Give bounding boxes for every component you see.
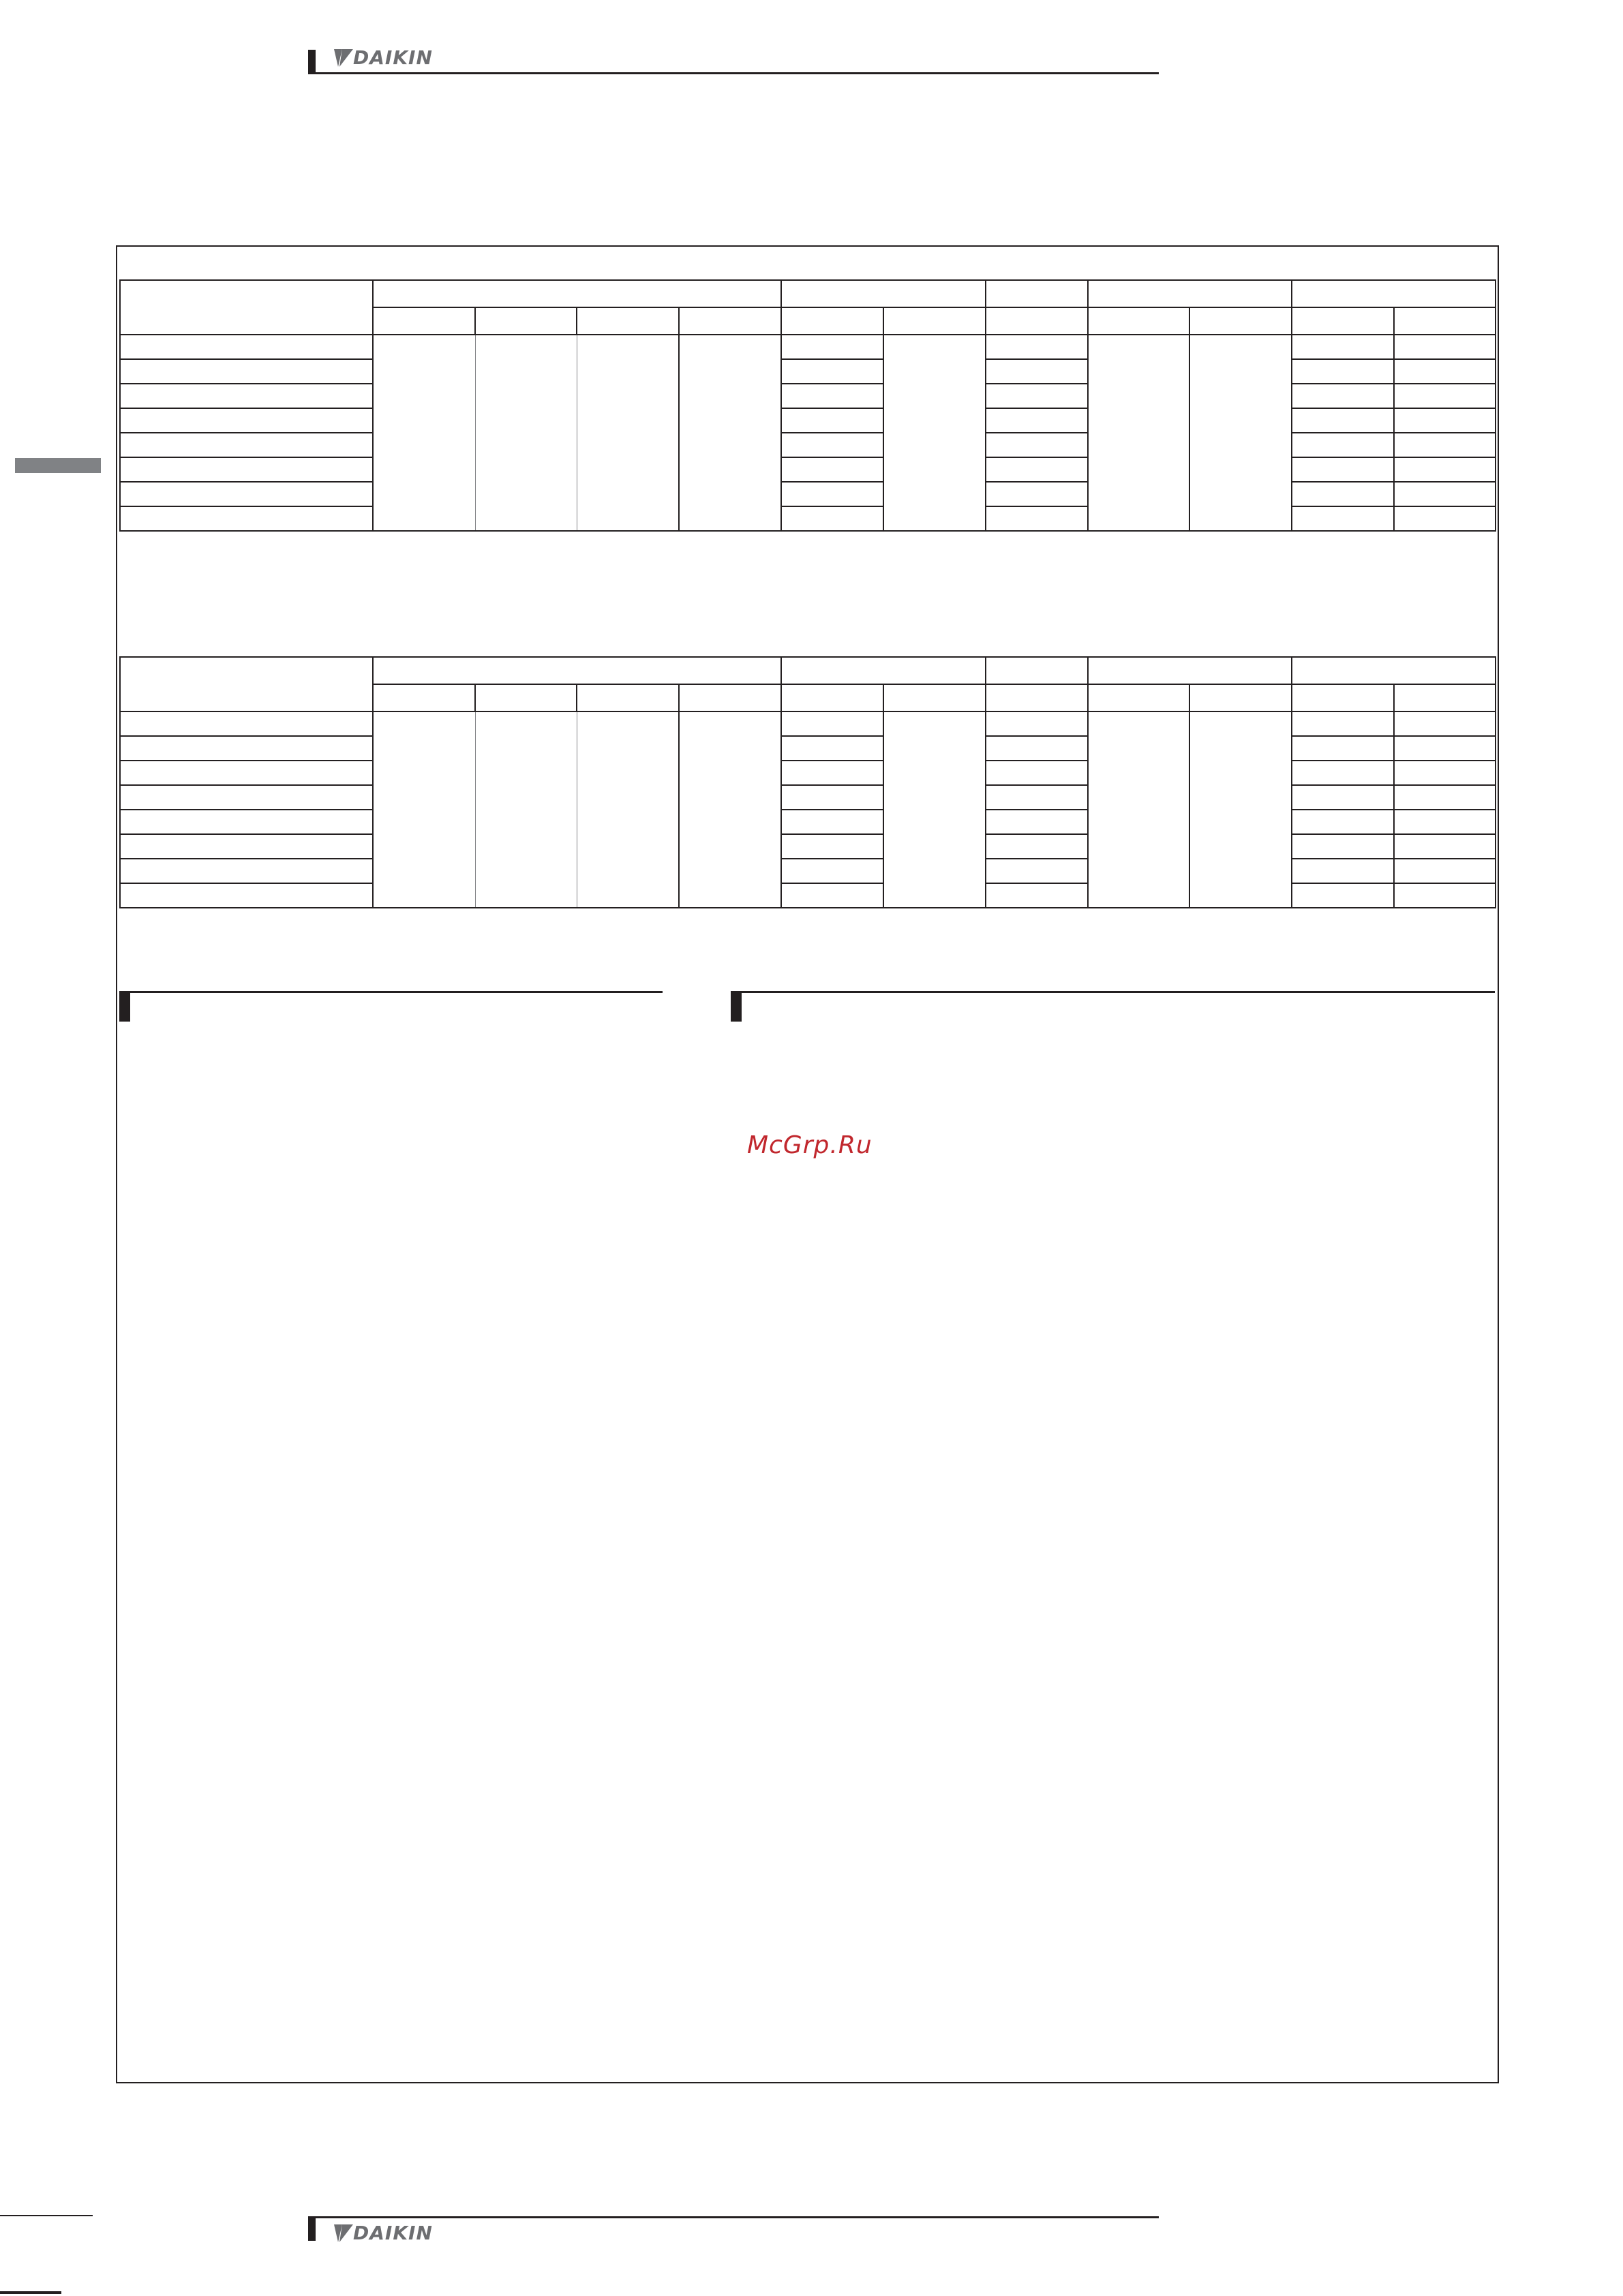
table-header-row (120, 657, 1496, 684)
table-subheader-cell (1088, 307, 1189, 335)
table-cell (1394, 457, 1496, 482)
table-merged-cell (1189, 711, 1292, 908)
table-row (120, 335, 1496, 359)
table-cell (781, 359, 883, 384)
table-merged-cell (373, 335, 475, 531)
table-cell (781, 335, 883, 359)
table-subheader-cell (577, 684, 679, 711)
table-merged-cell (475, 711, 577, 908)
table-merged-cell (679, 711, 781, 908)
page-edge-mark (0, 2291, 61, 2294)
table-header-cell (781, 280, 986, 307)
table-cell (781, 883, 883, 908)
table-subheader-cell (883, 684, 986, 711)
table-subheader-cell (1394, 307, 1496, 335)
table-cell (120, 859, 373, 883)
table-cell (120, 457, 373, 482)
spec-table-2 (119, 656, 1496, 908)
table-cell (781, 457, 883, 482)
table-cell (1394, 883, 1496, 908)
side-tab-marker (15, 458, 101, 473)
table-merged-cell (679, 335, 781, 531)
table-cell (781, 859, 883, 883)
table-cell (986, 384, 1088, 408)
table-merged-cell (1088, 335, 1189, 531)
table-row (120, 711, 1496, 736)
table-merged-cell (373, 711, 475, 908)
table-cell (1394, 785, 1496, 810)
table-cell (781, 736, 883, 761)
table-cell (1394, 859, 1496, 883)
table-cell (986, 834, 1088, 859)
table-cell (120, 736, 373, 761)
table-cell (120, 482, 373, 506)
table-header-cell (1292, 280, 1496, 307)
table-header-cell (1292, 657, 1496, 684)
table-header-cell (120, 280, 373, 335)
table-cell (1292, 810, 1394, 834)
table-cell (986, 761, 1088, 785)
table-subheader-cell (1088, 684, 1189, 711)
table-subheader-cell (373, 307, 475, 335)
table-cell (781, 834, 883, 859)
table-subheader-cell (781, 684, 883, 711)
table-cell (1292, 335, 1394, 359)
table-cell (1292, 859, 1394, 883)
table-merged-cell (577, 711, 679, 908)
table-subheader-cell (1189, 684, 1292, 711)
table-cell (986, 408, 1088, 433)
table-cell (1292, 359, 1394, 384)
table-header-cell (120, 657, 373, 711)
table-cell (1394, 482, 1496, 506)
footer-left-rule (0, 2215, 93, 2216)
table-cell (120, 711, 373, 736)
section-marker-right (731, 992, 742, 1022)
table-cell (1394, 433, 1496, 457)
table-header-cell (1088, 657, 1292, 684)
table-cell (986, 433, 1088, 457)
table-subheader-cell (986, 307, 1088, 335)
table-subheader-cell (1394, 684, 1496, 711)
table-cell (120, 335, 373, 359)
daikin-logo-icon (333, 48, 354, 68)
table-cell (1394, 335, 1496, 359)
table-cell (120, 883, 373, 908)
table-subheader-cell (1292, 307, 1394, 335)
table-cell (1394, 736, 1496, 761)
table-cell (1394, 506, 1496, 531)
table-merged-cell (1088, 711, 1189, 908)
spec-table-1 (119, 279, 1496, 532)
table-cell (120, 359, 373, 384)
table-cell (986, 736, 1088, 761)
table-cell (986, 457, 1088, 482)
header-mark (308, 50, 316, 74)
footer-mark (308, 2216, 316, 2241)
table-header-row (120, 280, 1496, 307)
daikin-logo (333, 48, 455, 68)
table-cell (1292, 883, 1394, 908)
section-marker-left (119, 992, 130, 1022)
table-cell (1394, 384, 1496, 408)
table-merged-cell (883, 335, 986, 531)
table-cell (120, 506, 373, 531)
table-cell (781, 761, 883, 785)
table-cell (986, 785, 1088, 810)
table-cell (120, 433, 373, 457)
section-rule-left (119, 991, 663, 993)
table-cell (120, 384, 373, 408)
table-subheader-cell (475, 684, 577, 711)
table-subheader-cell (1189, 307, 1292, 335)
table-cell (1292, 834, 1394, 859)
table-cell (1394, 810, 1496, 834)
table-cell (120, 785, 373, 810)
table-cell (986, 482, 1088, 506)
table-cell (986, 711, 1088, 736)
table-cell (986, 859, 1088, 883)
table-subheader-cell (475, 307, 577, 335)
table-cell (120, 810, 373, 834)
table-header-cell (373, 280, 781, 307)
table-cell (1292, 457, 1394, 482)
daikin-logo-text: DAIKIN (353, 2222, 433, 2244)
table-cell (781, 506, 883, 531)
table-cell (781, 433, 883, 457)
table-cell (1394, 408, 1496, 433)
table-subheader-cell (373, 684, 475, 711)
table-cell (781, 785, 883, 810)
table-cell (1292, 506, 1394, 531)
watermark-text: McGrp.Ru (747, 1131, 873, 1159)
daikin-logo-icon (333, 2223, 354, 2244)
table-merged-cell (1189, 335, 1292, 531)
table-cell (1394, 761, 1496, 785)
table-merged-cell (577, 335, 679, 531)
table-subheader-cell (577, 307, 679, 335)
header-rule (308, 72, 1159, 74)
table-cell (1292, 384, 1394, 408)
footer-rule (308, 2216, 1159, 2218)
table-cell (1292, 433, 1394, 457)
table-subheader-cell (986, 684, 1088, 711)
table-subheader-cell (679, 684, 781, 711)
table-cell (781, 482, 883, 506)
table-cell (781, 384, 883, 408)
table-header-cell (986, 657, 1088, 684)
table-cell (1292, 408, 1394, 433)
daikin-logo-footer (333, 2223, 455, 2244)
table-cell (1292, 736, 1394, 761)
table-cell (986, 883, 1088, 908)
table-cell (1292, 711, 1394, 736)
table-header-cell (781, 657, 986, 684)
table-cell (986, 810, 1088, 834)
table-subheader-cell (1292, 684, 1394, 711)
table-cell (1394, 711, 1496, 736)
table-header-cell (986, 280, 1088, 307)
table-cell (120, 408, 373, 433)
table-cell (781, 810, 883, 834)
table-cell (120, 834, 373, 859)
table-cell (986, 506, 1088, 531)
daikin-logo-text: DAIKIN (353, 46, 433, 69)
table-cell (781, 408, 883, 433)
table-cell (120, 761, 373, 785)
table-subheader-cell (679, 307, 781, 335)
table-cell (1292, 785, 1394, 810)
table-merged-cell (475, 335, 577, 531)
table-cell (1394, 359, 1496, 384)
table-cell (986, 335, 1088, 359)
section-rule-right (731, 991, 1495, 993)
table-header-cell (1088, 280, 1292, 307)
table-cell (781, 711, 883, 736)
table-cell (1292, 761, 1394, 785)
table-subheader-cell (781, 307, 883, 335)
table-header-cell (373, 657, 781, 684)
table-cell (986, 359, 1088, 384)
table-cell (1292, 482, 1394, 506)
table-merged-cell (883, 711, 986, 908)
table-cell (1394, 834, 1496, 859)
table-subheader-cell (883, 307, 986, 335)
